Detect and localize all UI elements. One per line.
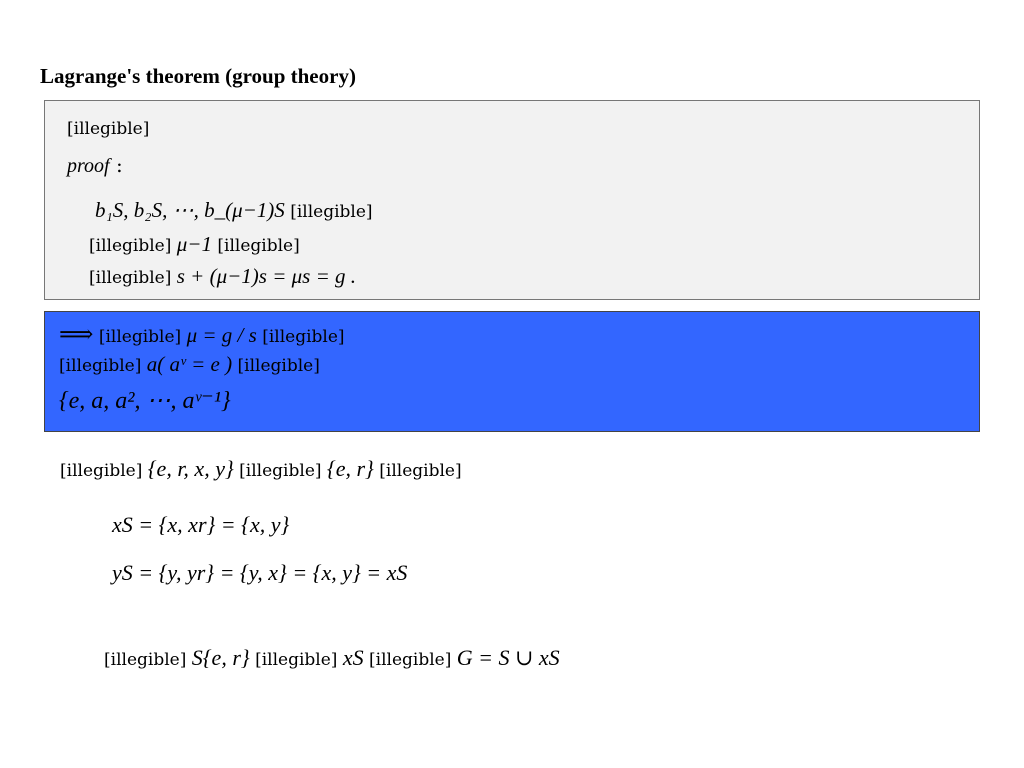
proof-line-2 xyxy=(89,232,300,257)
proof-line-1-text: [illegible] xyxy=(290,202,373,222)
highlight-box xyxy=(44,311,980,432)
decomposition-middle: [illegible] xyxy=(255,650,338,670)
proof-box xyxy=(44,100,980,300)
highlight-line-1-text-b: [illegible] xyxy=(262,327,345,347)
example-prefix: [illegible] xyxy=(60,461,143,481)
decomposition-prefix: [illegible] xyxy=(104,650,187,670)
highlight-line-1-text-a: [illegible] xyxy=(98,327,182,347)
cyclic-subgroup-expression: {e, a, a², ⋯, aᵛ⁻¹} xyxy=(59,388,231,414)
highlight-line-1 xyxy=(59,320,345,348)
cosets-expression: b₁S, b₂S, ⋯, b_(μ−1)S xyxy=(95,198,285,222)
mu-minus-one-expression: μ−1 xyxy=(176,232,212,256)
subgroup-set-expression: {e, r} xyxy=(326,456,374,481)
proof-colon: : xyxy=(115,153,123,177)
proof-line-2-text: [illegible] xyxy=(89,236,172,256)
decomposition-suffix: [illegible] xyxy=(369,650,452,670)
example-line xyxy=(60,456,462,482)
proof-line-1 xyxy=(95,198,373,223)
proof-line-3 xyxy=(89,264,356,289)
proof-heading xyxy=(67,153,123,178)
group-set-expression: {e, r, x, y} xyxy=(147,456,234,481)
index-expression: μ = g / s xyxy=(186,323,257,347)
highlight-line-2-text-b: [illegible] xyxy=(237,356,320,376)
coset-expression: xS xyxy=(342,645,364,670)
highlight-line-2-text-a: [illegible] xyxy=(59,356,142,376)
subgroup-expression: S{e, r} xyxy=(191,645,250,670)
decomposition-expression: G = S ∪ xS xyxy=(456,645,560,670)
conclusion-expression: s + (μ−1)s = μs = g . xyxy=(176,264,357,288)
proof-line-2-text-b: [illegible] xyxy=(217,236,300,256)
implies-arrow-icon: ⟹ xyxy=(59,320,94,348)
example-suffix: [illegible] xyxy=(379,461,462,481)
order-expression: a( aᵛ = e ) xyxy=(146,352,233,376)
decomposition-line xyxy=(104,645,560,671)
xs-coset-equation: xS = {x, xr} = {x, y} xyxy=(112,512,290,537)
proof-line-3-prefix: [illegible] xyxy=(89,268,172,288)
example-middle: [illegible] xyxy=(239,461,322,481)
theorem-statement: [illegible] xyxy=(67,119,150,139)
highlight-line-2 xyxy=(59,352,320,377)
highlight-line-3 xyxy=(59,386,231,415)
page-title: Lagrange's theorem (group theory) xyxy=(40,64,356,88)
proof-label: proof xyxy=(67,155,110,177)
ys-coset-equation: yS = {y, yr} = {y, x} = {x, y} = xS xyxy=(112,560,408,585)
